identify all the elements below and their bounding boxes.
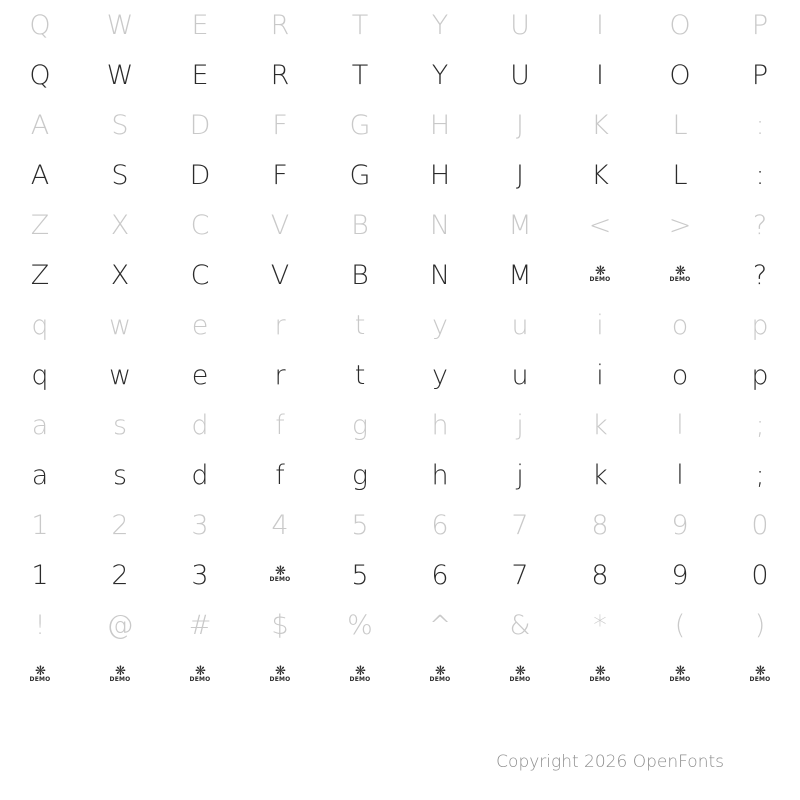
glyph-cell: G: [349, 159, 371, 191]
glyph-cell: a: [31, 459, 49, 491]
glyph-cell: V: [270, 209, 290, 241]
glyph-cell: q: [31, 309, 49, 341]
glyph-cell: 9: [671, 509, 689, 541]
flower-icon: ❋: [595, 664, 605, 679]
glyph-cell: 1: [31, 509, 49, 541]
glyph-cell: Z: [30, 259, 50, 291]
flower-icon: ❋: [595, 264, 605, 279]
glyph-cell: q: [31, 359, 49, 391]
glyph-cell: d: [191, 459, 209, 491]
demo-label: DEMO: [29, 676, 51, 683]
glyph-cell: 5: [351, 559, 369, 591]
glyph-cell: W: [106, 59, 134, 91]
glyph-cell: *: [593, 609, 607, 641]
glyph-cell: f: [275, 459, 285, 491]
demo-flower-glyph: [560, 250, 640, 300]
glyph-cell: 0: [751, 509, 769, 541]
glyph-cell: U: [510, 9, 530, 41]
glyph-cell: B: [351, 209, 369, 241]
demo-label: DEMO: [589, 276, 611, 283]
glyph-cell: t: [354, 309, 366, 341]
glyph-cell: 7: [511, 509, 529, 541]
glyph-cell: 7: [511, 559, 529, 591]
glyph-cell: ): [754, 609, 766, 641]
glyph-cell: U: [510, 59, 530, 91]
glyph-cell: D: [189, 109, 211, 141]
glyph-cell: ;: [755, 459, 765, 491]
glyph-cell: C: [190, 259, 210, 291]
demo-label: DEMO: [589, 676, 611, 683]
glyph-cell: H: [429, 159, 451, 191]
glyph-cell: 4: [271, 509, 289, 541]
glyph-cell: j: [516, 459, 524, 491]
glyph-cell: V: [270, 259, 290, 291]
glyph-cell: Y: [431, 9, 449, 41]
glyph-cell: e: [191, 359, 209, 391]
glyph-cell: i: [596, 309, 604, 341]
glyph-cell: >: [668, 209, 692, 241]
glyph-cell: <: [588, 209, 612, 241]
glyph-cell: W: [106, 9, 134, 41]
flower-icon: ❋: [675, 664, 685, 679]
demo-label: DEMO: [269, 576, 291, 583]
glyph-cell: j: [516, 409, 524, 441]
glyph-cell: Q: [29, 59, 51, 91]
glyph-cell: 8: [591, 559, 609, 591]
demo-label: DEMO: [669, 676, 691, 683]
glyph-cell: M: [508, 209, 532, 241]
flower-icon: ❋: [275, 564, 285, 579]
glyph-cell: M: [508, 259, 532, 291]
glyph-cell: o: [671, 309, 689, 341]
glyph-cell: g: [351, 409, 369, 441]
glyph-cell: E: [191, 59, 209, 91]
glyph-cell: (: [674, 609, 686, 641]
glyph-cell: S: [111, 159, 129, 191]
flower-icon: ❋: [35, 664, 45, 679]
glyph-cell: g: [351, 459, 369, 491]
glyph-cell: F: [272, 159, 288, 191]
glyph-cell: :: [755, 159, 765, 191]
demo-flower-glyph: [240, 650, 320, 700]
glyph-cell: 2: [111, 559, 129, 591]
demo-flower-glyph: [720, 650, 800, 700]
demo-flower-glyph: [480, 650, 560, 700]
demo-flower-glyph: [320, 650, 400, 700]
demo-label: DEMO: [669, 276, 691, 283]
glyph-cell: %: [347, 609, 373, 641]
glyph-cell: 6: [431, 509, 449, 541]
glyph-cell: @: [106, 609, 134, 641]
glyph-cell: ?: [752, 209, 768, 241]
glyph-cell: Z: [30, 209, 50, 241]
demo-label: DEMO: [429, 676, 451, 683]
glyph-cell: O: [669, 59, 691, 91]
glyph-cell: I: [596, 9, 604, 41]
glyph-cell: G: [349, 109, 371, 141]
glyph-cell: A: [30, 159, 50, 191]
glyph-cell: R: [270, 9, 290, 41]
demo-label: DEMO: [749, 676, 771, 683]
glyph-cell: :: [755, 109, 765, 141]
glyph-cell: H: [429, 109, 451, 141]
glyph-cell: I: [596, 59, 604, 91]
glyph-cell: f: [275, 409, 285, 441]
copyright-notice: Copyright 2026 OpenFonts: [496, 752, 724, 772]
demo-flower-glyph: [640, 250, 720, 300]
glyph-cell: L: [672, 159, 688, 191]
glyph-cell: p: [751, 309, 769, 341]
demo-flower-glyph: [80, 650, 160, 700]
glyph-cell: D: [189, 159, 211, 191]
flower-icon: ❋: [355, 664, 365, 679]
glyph-cell: t: [354, 359, 366, 391]
demo-flower-glyph: [560, 650, 640, 700]
glyph-cell: A: [30, 109, 50, 141]
glyph-cell: l: [676, 409, 684, 441]
demo-flower-glyph: [0, 650, 80, 700]
demo-label: DEMO: [269, 676, 291, 683]
glyph-cell: L: [672, 109, 688, 141]
glyph-cell: k: [592, 459, 608, 491]
glyph-cell: ^: [428, 609, 452, 641]
glyph-cell: ;: [755, 409, 765, 441]
glyph-cell: $: [271, 609, 289, 641]
glyph-cell: T: [351, 9, 369, 41]
glyph-cell: X: [110, 209, 130, 241]
glyph-cell: N: [429, 209, 451, 241]
glyph-cell: 1: [31, 559, 49, 591]
glyph-cell: p: [751, 359, 769, 391]
glyph-cell: u: [511, 359, 529, 391]
glyph-cell: J: [516, 109, 524, 141]
flower-icon: ❋: [675, 264, 685, 279]
glyph-cell: 8: [591, 509, 609, 541]
glyph-cell: e: [191, 309, 209, 341]
demo-label: DEMO: [509, 676, 531, 683]
glyph-cell: 0: [751, 559, 769, 591]
flower-icon: ❋: [515, 664, 525, 679]
glyph-cell: 9: [671, 559, 689, 591]
glyph-cell: o: [671, 359, 689, 391]
glyph-cell: &: [509, 609, 531, 641]
glyph-cell: R: [270, 59, 290, 91]
flower-icon: ❋: [275, 664, 285, 679]
glyph-cell: P: [751, 59, 769, 91]
glyph-cell: l: [676, 459, 684, 491]
glyph-cell: h: [431, 409, 449, 441]
glyph-cell: u: [511, 309, 529, 341]
glyph-cell: C: [190, 209, 210, 241]
glyph-cell: K: [591, 159, 609, 191]
glyph-cell: 6: [431, 559, 449, 591]
flower-icon: ❋: [435, 664, 445, 679]
glyph-cell: d: [191, 409, 209, 441]
flower-icon: ❋: [115, 664, 125, 679]
glyph-cell: 3: [191, 509, 209, 541]
glyph-cell: T: [351, 59, 369, 91]
demo-flower-glyph: [240, 550, 320, 600]
glyph-cell: k: [592, 409, 608, 441]
glyph-cell: i: [596, 359, 604, 391]
glyph-cell: #: [188, 609, 212, 641]
glyph-cell: a: [31, 409, 49, 441]
glyph-cell: Q: [29, 9, 51, 41]
flower-icon: ❋: [195, 664, 205, 679]
glyph-cell: r: [274, 359, 286, 391]
glyph-cell: ?: [752, 259, 768, 291]
glyph-cell: w: [108, 359, 132, 391]
demo-flower-glyph: [640, 650, 720, 700]
glyph-cell: E: [191, 9, 209, 41]
demo-label: DEMO: [349, 676, 371, 683]
glyph-cell: N: [429, 259, 451, 291]
glyph-cell: X: [110, 259, 130, 291]
glyph-cell: y: [432, 359, 448, 391]
glyph-cell: J: [516, 159, 524, 191]
glyph-cell: S: [111, 109, 129, 141]
demo-flower-glyph: [160, 650, 240, 700]
glyph-cell: r: [274, 309, 286, 341]
demo-flower-glyph: [400, 650, 480, 700]
glyph-cell: Y: [431, 59, 449, 91]
flower-icon: ❋: [755, 664, 765, 679]
glyph-cell: 5: [351, 509, 369, 541]
glyph-cell: !: [34, 609, 46, 641]
glyph-cell: h: [431, 459, 449, 491]
glyph-cell: y: [432, 309, 448, 341]
glyph-cell: B: [351, 259, 369, 291]
glyph-cell: s: [112, 409, 128, 441]
glyph-cell: 2: [111, 509, 129, 541]
glyph-cell: O: [669, 9, 691, 41]
glyph-cell: P: [751, 9, 769, 41]
glyph-cell: K: [591, 109, 609, 141]
glyph-cell: 3: [191, 559, 209, 591]
demo-label: DEMO: [109, 676, 131, 683]
demo-label: DEMO: [189, 676, 211, 683]
glyph-cell: s: [112, 459, 128, 491]
glyph-cell: w: [108, 309, 132, 341]
glyph-cell: F: [272, 109, 288, 141]
